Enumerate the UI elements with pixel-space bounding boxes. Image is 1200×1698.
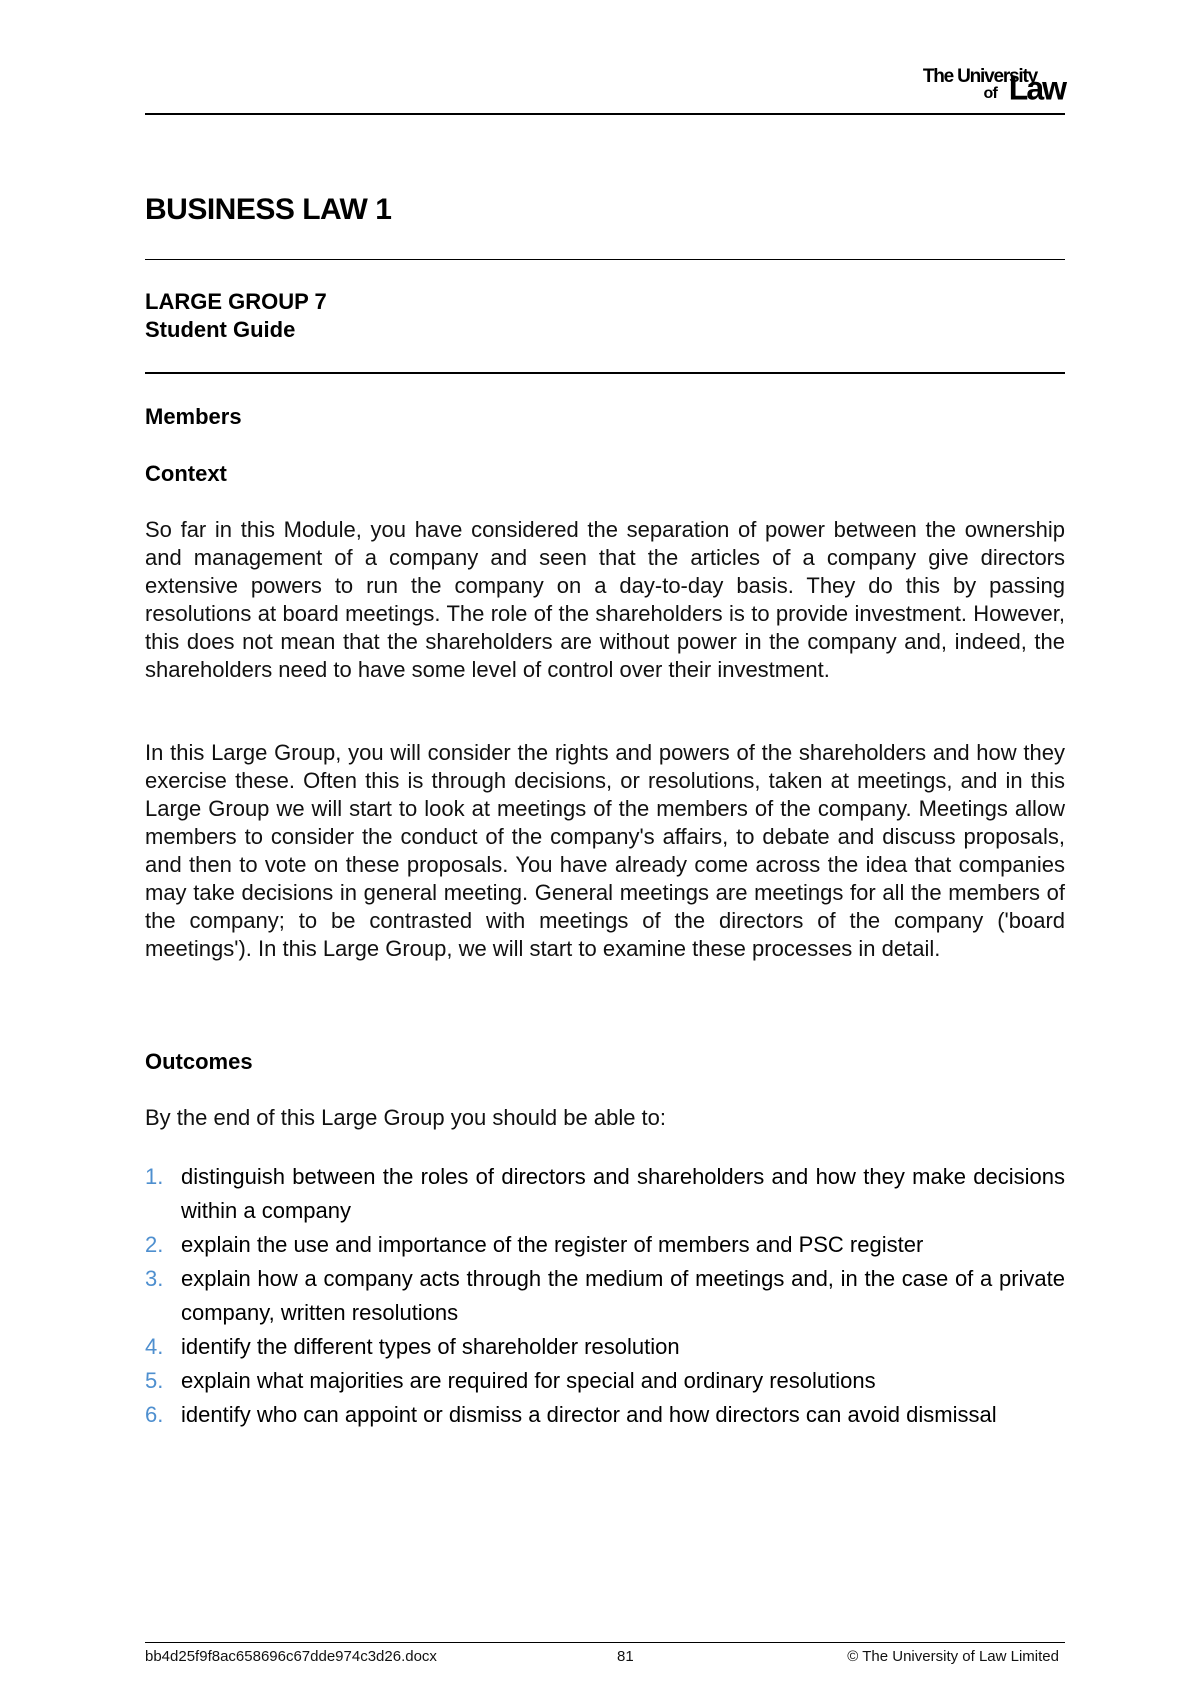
context-paragraph-1: So far in this Module, you have considered the separation of power between the ownership and management of a company and seen that the articles of a company give directors extensive powers to run the company on a day-to-day basis. They do this by passing resolutions at board meetings. The role of the shareholders is to provide investment. However, this does not mean that the shareholders are without power in the company and, indeed, the shareholders need to have some level of control over their investment. xyxy=(145,517,1065,682)
section-rule xyxy=(145,372,1065,374)
document-title: BUSINESS LAW 1 xyxy=(145,193,392,226)
context-paragraph-2: In this Large Group, you will consider the rights and powers of the shareholders and how they exercise these. Often this is through decisions, or resolutions, taken at meetings, and in this Large Group we will start to look at meetings of the members of the company. Meetings allow members to consider the conduct of the company's affairs, to debate and discuss proposals, and then to vote on these proposals. You have already come across the idea that companies may take decisions in general meeting. General meetings are meetings for all the members of the company; to be contrasted with meetings of the directors of the company ('board meetings'). In this Large Group, we will start to examine these processes in detail. xyxy=(145,740,1065,961)
outcome-item xyxy=(145,1262,1065,1330)
outcome-item xyxy=(145,1330,1065,1364)
footer-copyright: © The University of Law Limited xyxy=(847,1648,1059,1665)
university-of-law-logo xyxy=(855,64,1065,112)
outcome-number: 1. xyxy=(145,1164,164,1189)
outcome-item xyxy=(145,1160,1065,1228)
outcomes-list xyxy=(145,1160,1065,1432)
outcomes-heading: Outcomes xyxy=(145,1049,253,1074)
outcomes-intro: By the end of this Large Group you should be able to: xyxy=(145,1105,667,1130)
topic-heading: Members xyxy=(145,404,242,429)
outcome-text: distinguish between the roles of directors and shareholders and how they make decisions within a company xyxy=(181,1164,1065,1223)
footer-rule xyxy=(145,1642,1065,1643)
outcome-text: explain how a company acts through the medium of meetings and, in the case of a private company, written resolutions xyxy=(181,1266,1065,1325)
footer-page-number: 81 xyxy=(617,1648,634,1665)
student-guide-label: Student Guide xyxy=(145,317,296,342)
outcome-number: 2. xyxy=(145,1232,164,1257)
outcome-number: 6. xyxy=(145,1402,164,1427)
logo-line1: The University xyxy=(922,66,1037,87)
context-heading: Context xyxy=(145,461,227,486)
outcome-item xyxy=(145,1364,1065,1398)
logo-law: Law xyxy=(1008,69,1065,107)
outcome-number: 4. xyxy=(145,1334,164,1359)
large-group-label: LARGE GROUP 7 xyxy=(145,289,327,314)
logo-of: of xyxy=(983,85,997,102)
outcome-text: identify the different types of shareholder resolution xyxy=(181,1334,680,1359)
outcome-number: 5. xyxy=(145,1368,164,1393)
outcome-text: explain what majorities are required for special and ordinary resolutions xyxy=(181,1368,876,1393)
title-rule xyxy=(145,259,1065,260)
footer-filename: bb4d25f9f8ac658696c67dde974c3d26.docx xyxy=(145,1648,437,1665)
outcome-number: 3. xyxy=(145,1266,164,1291)
header-rule xyxy=(145,113,1065,115)
outcome-text: identify who can appoint or dismiss a director and how directors can avoid dismissal xyxy=(181,1402,997,1427)
outcome-text: explain the use and importance of the register of members and PSC register xyxy=(181,1232,924,1257)
outcome-item xyxy=(145,1398,1065,1432)
outcome-item xyxy=(145,1228,1065,1262)
